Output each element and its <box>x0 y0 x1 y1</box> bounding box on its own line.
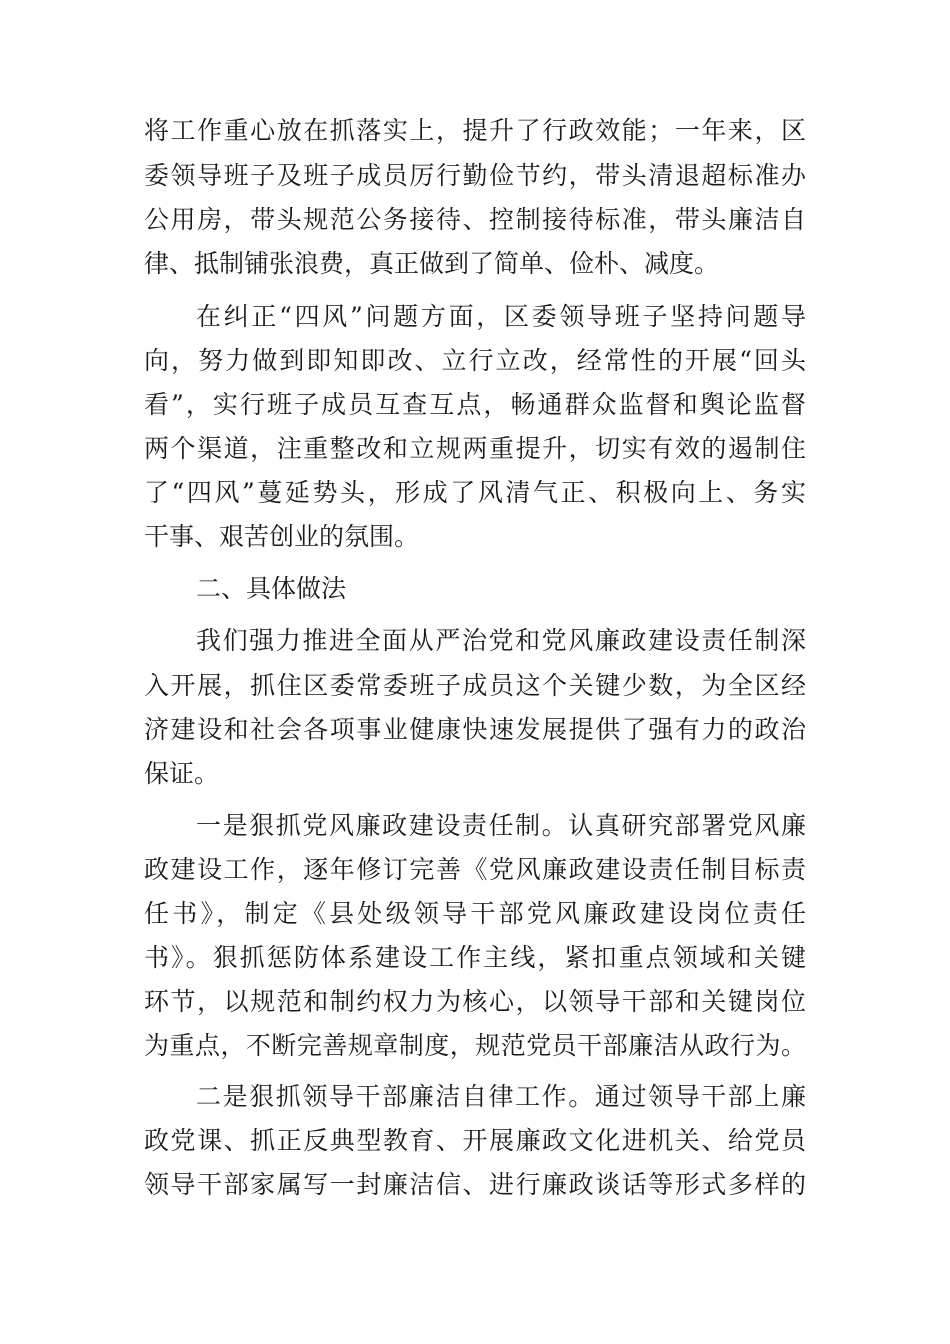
text-line: 律、抵制铺张浪费，真正做到了简单、俭朴、减度。 <box>144 249 720 278</box>
text-line: 干事、艰苦创业的氛围。 <box>144 522 420 551</box>
text-line: 委领导班子及班子成员厉行勤俭节约，带头清退超标准办 <box>144 161 806 190</box>
text-line: 了“四风”蔓延势头，形成了风清气正、积极向上、务实 <box>144 478 806 507</box>
text-line: 我们强力推进全面从严治党和党风廉政建设责任制深 <box>196 626 806 655</box>
text-line: 入开展，抓住区委常委班子成员这个关键少数，为全区经 <box>144 671 806 700</box>
text-line: 任书》，制定《县处级领导干部党风廉政建设岗位责任 <box>144 899 806 928</box>
text-line: 济建设和社会各项事业健康快速发展提供了强有力的政治 <box>144 715 806 744</box>
text-line: 政党课、抓正反典型教育、开展廉政文化进机关、给党员 <box>144 1126 806 1155</box>
text-line: 为重点，不断完善规章制度，规范党员干部廉洁从政行为。 <box>144 1031 806 1060</box>
text-line: 领导干部家属写一封廉洁信、进行廉政谈话等形式多样的 <box>144 1170 806 1199</box>
text-line: 二是狠抓领导干部廉洁自律工作。通过领导干部上廉 <box>196 1082 806 1111</box>
text-line: 保证。 <box>144 759 220 788</box>
section-heading: 二、具体做法 <box>196 574 347 603</box>
text-line: 两个渠道，注重整改和立规两重提升，切实有效的遏制住 <box>144 434 806 463</box>
text-line: 向，努力做到即知即改、立行立改，经常性的开展“回头 <box>144 346 806 375</box>
text-line: 书》。狠抓惩防体系建设工作主线，紧扣重点领域和关键 <box>144 943 806 972</box>
text-line: 公用房，带头规范公务接待、控制接待标准，带头廉洁自 <box>144 205 806 234</box>
text-line: 政建设工作，逐年修订完善《党风廉政建设责任制目标责 <box>144 855 806 884</box>
text-line: 将工作重心放在抓落实上，提升了行政效能；一年来，区 <box>144 116 806 145</box>
text-line: 环节，以规范和制约权力为核心，以领导干部和关键岗位 <box>144 987 806 1016</box>
text-line: 看”，实行班子成员互查互点，畅通群众监督和舆论监督 <box>144 390 806 419</box>
text-line: 在纠正“四风”问题方面，区委领导班子坚持问题导 <box>196 302 806 331</box>
text-line: 一是狠抓党风廉政建设责任制。认真研究部署党风廉 <box>196 811 806 840</box>
